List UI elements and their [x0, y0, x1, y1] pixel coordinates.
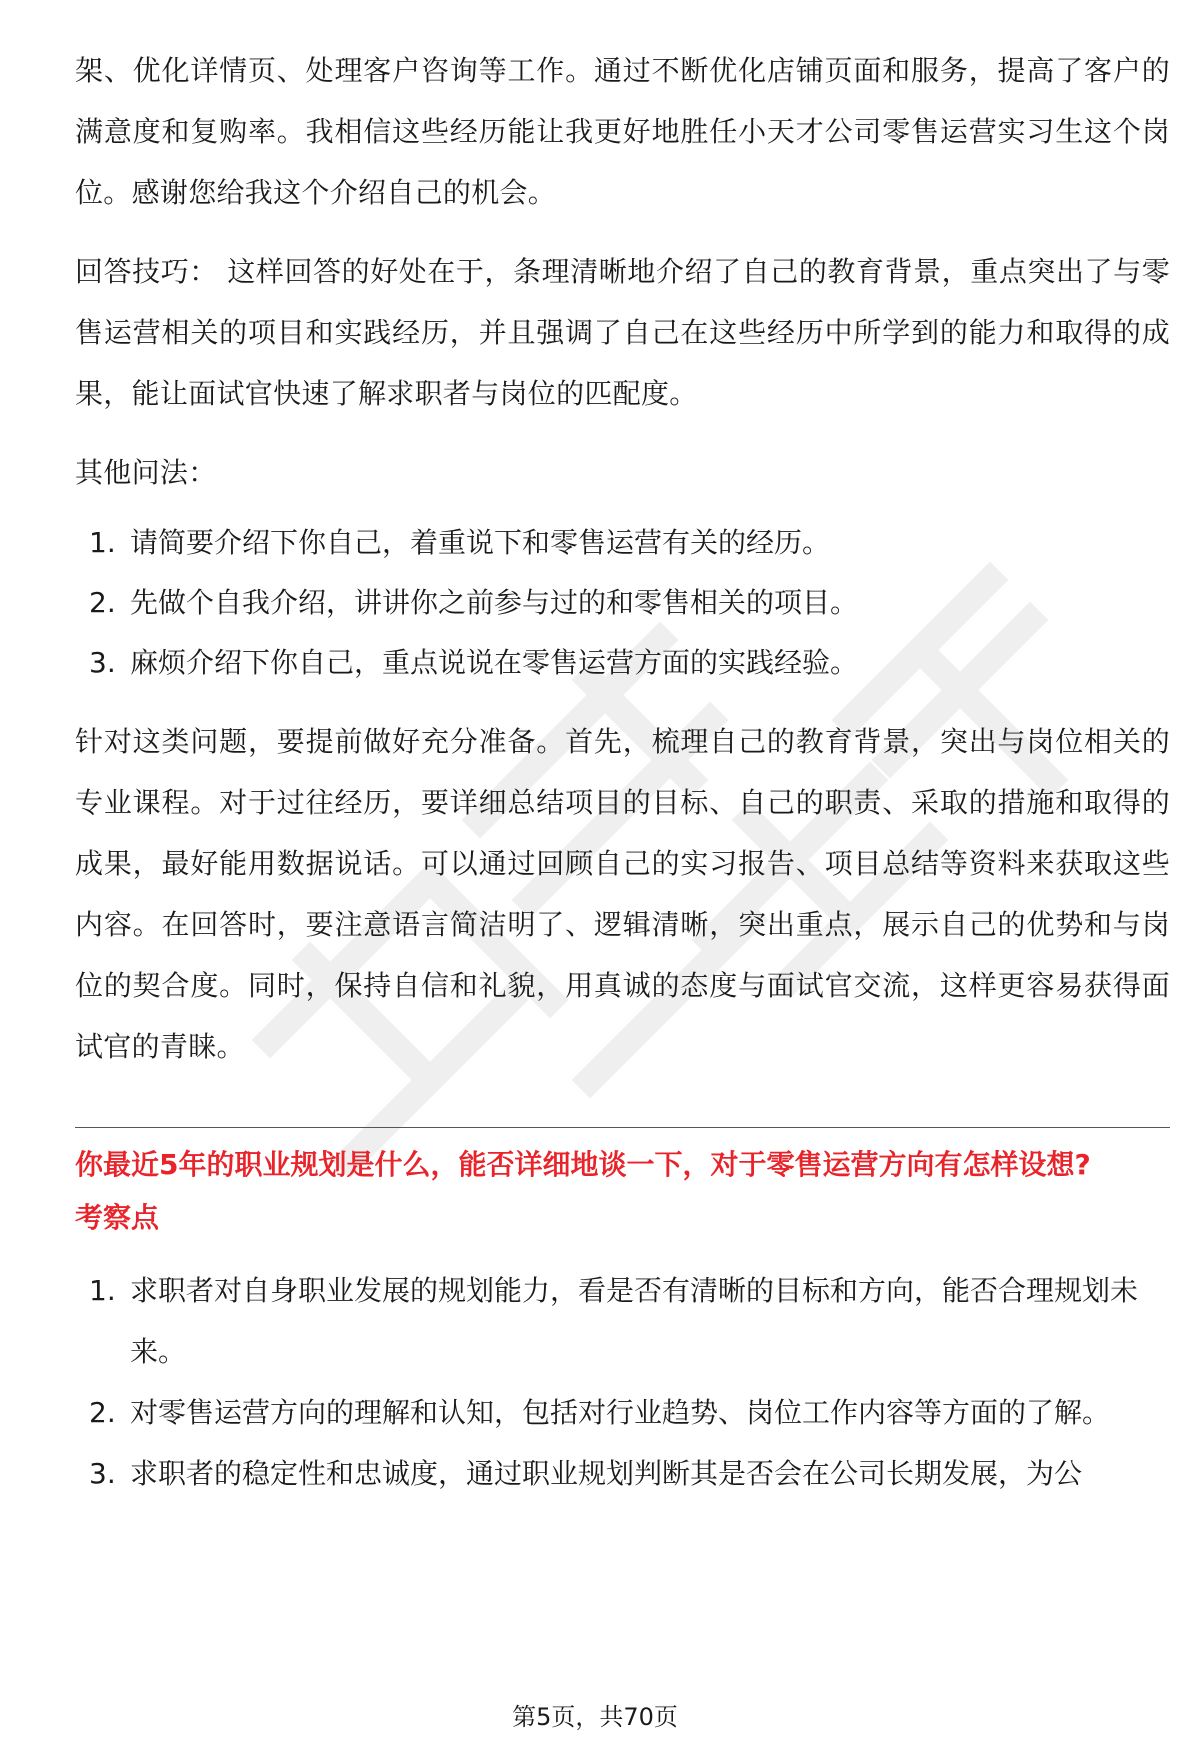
section-divider [75, 1127, 1170, 1128]
list-item [75, 1260, 1170, 1382]
list-number: 3. [89, 1457, 116, 1490]
other-questions-list [75, 513, 1170, 693]
list-item-text: 对零售运营方向的理解和认知，包括对行业趋势、岗位工作内容等方面的了解。 [130, 1396, 1111, 1429]
list-number: 3. [89, 646, 116, 679]
list-item-text: 请简要介绍下你自己，着重说下和零售运营有关的经历。 [130, 526, 831, 559]
intro-paragraph: 架、优化详情页、处理客户咨询等工作。通过不断优化店铺页面和服务，提高了客户的满意度和复购率。我相信这些经历能让我更好地胜任小天才公司零售运营实习生这个岗位。感谢您给我这个介绍自己的机会。 [75, 54, 1170, 209]
list-item-text: 麻烦介绍下你自己，重点说说在零售运营方面的实践经验。 [130, 646, 859, 679]
list-number: 1. [89, 526, 116, 559]
document-page [75, 40, 1170, 1504]
checkpoint-heading: 考察点 [75, 1201, 160, 1234]
list-number: 2. [89, 1396, 116, 1429]
list-item [75, 633, 1170, 693]
list-number: 1. [89, 1274, 116, 1307]
list-number: 2. [89, 586, 116, 619]
answer-tips-paragraph: 回答技巧： 这样回答的好处在于，条理清晰地介绍了自己的教育背景，重点突出了与零售运营相关的项目和实践经历，并且强调了自己在这些经历中所学到的能力和取得的成果，能让面试官快速了解求职者与岗位的匹配度。 [75, 255, 1170, 410]
checkpoint-list [75, 1260, 1170, 1504]
list-item [75, 513, 1170, 573]
list-item [75, 573, 1170, 633]
advice-paragraph: 针对这类问题，要提前做好充分准备。首先，梳理自己的教育背景，突出与岗位相关的专业课程。对于过往经历，要详细总结项目的目标、自己的职责、采取的措施和取得的成果，最好能用数据说话。可以通过回顾自己的实习报告、项目总结等资料来获取这些内容。在回答时，要注意语言简洁明了、逻辑清晰，突出重点，展示自己的优势和与岗位的契合度。同时，保持自信和礼貌，用真诚的态度与面试官交流，这样更容易获得面试官的青睐。 [75, 725, 1170, 1063]
list-item-text: 求职者的稳定性和忠诚度，通过职业规划判断其是否会在公司长期发展，为公 [130, 1457, 1083, 1490]
list-item-text: 先做个自我介绍，讲讲你之前参与过的和零售相关的项目。 [130, 586, 859, 619]
question-heading: 你最近5年的职业规划是什么，能否详细地谈一下，对于零售运营方向有怎样设想? [75, 1148, 1091, 1181]
list-item [75, 1443, 1170, 1504]
list-item-text: 求职者对自身职业发展的规划能力，看是否有清晰的目标和方向，能否合理规划未来。 [130, 1274, 1139, 1368]
other-questions-label: 其他问法： [75, 456, 217, 489]
page-footer: 第5页，共70页 [512, 1703, 678, 1731]
list-item [75, 1382, 1170, 1443]
